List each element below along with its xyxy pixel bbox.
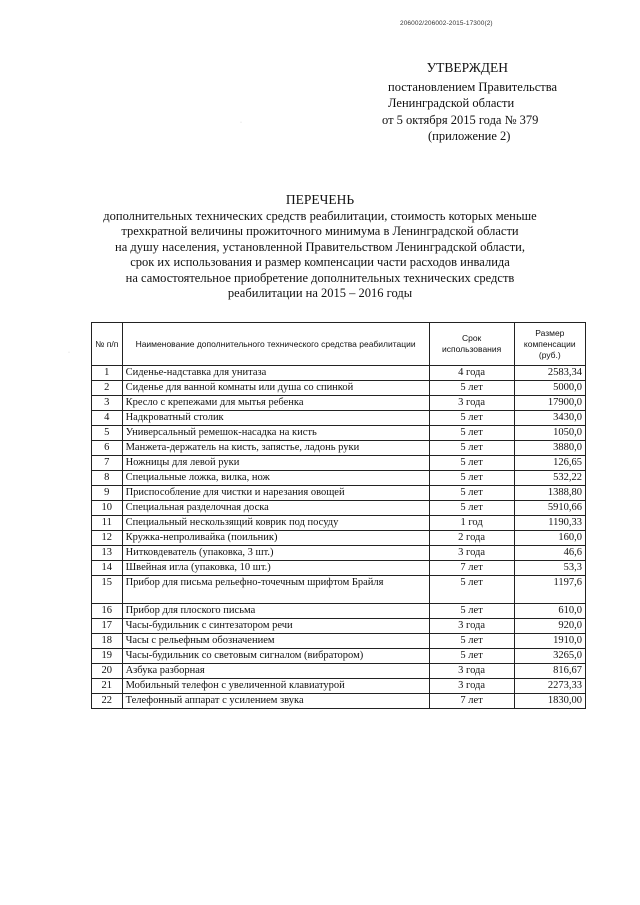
- heading-line: реабилитации на 2015 – 2016 годы: [227, 286, 413, 300]
- row-number: 6: [92, 441, 123, 456]
- table-row: [92, 471, 586, 486]
- row-number: 9: [92, 486, 123, 501]
- row-term: 2 года: [429, 531, 514, 546]
- row-term: 5 лет: [429, 486, 514, 501]
- row-name: Прибор для плоского письма: [122, 604, 429, 619]
- row-number: 7: [92, 456, 123, 471]
- row-name: Прибор для письма рельефно-точечным шрифтом Брайля: [122, 576, 429, 604]
- document-id: 206002/206002-2015-17300(2): [400, 20, 493, 27]
- row-amount: 532,22: [514, 471, 585, 486]
- row-name: Нитковдеватель (упаковка, 3 шт.): [122, 546, 429, 561]
- table-row: [92, 501, 586, 516]
- heading-line: срок их использования и размер компенсации части расходов инвалида: [130, 255, 510, 269]
- row-number: 22: [92, 694, 123, 709]
- row-amount: 46,6: [514, 546, 585, 561]
- row-number: 12: [92, 531, 123, 546]
- row-number: 14: [92, 561, 123, 576]
- table-row: [92, 694, 586, 709]
- table-row: [92, 649, 586, 664]
- row-name: Швейная игла (упаковка, 10 шт.): [122, 561, 429, 576]
- row-term: 3 года: [429, 679, 514, 694]
- table-row: [92, 396, 586, 411]
- row-name: Кресло с крепежами для мытья ребенка: [122, 396, 429, 411]
- approval-line-2: Ленинградской области: [388, 96, 515, 110]
- row-term: 5 лет: [429, 604, 514, 619]
- table-row: [92, 441, 586, 456]
- row-amount: 1388,80: [514, 486, 585, 501]
- table-row: [92, 604, 586, 619]
- row-term: 3 года: [429, 664, 514, 679]
- row-amount: 3430,0: [514, 411, 585, 426]
- approval-line-1: постановлением Правительства: [388, 79, 558, 94]
- row-name: Специальная разделочная доска: [122, 501, 429, 516]
- row-amount: 3880,0: [514, 441, 585, 456]
- row-name: Мобильный телефон с увеличенной клавиатурой: [122, 679, 429, 694]
- row-amount: 5910,66: [514, 501, 585, 516]
- row-number: 17: [92, 619, 123, 634]
- table-row: [92, 546, 586, 561]
- row-amount: 3265,0: [514, 649, 585, 664]
- table-row: [92, 634, 586, 649]
- scan-speck: ·: [240, 120, 242, 126]
- row-amount: 920,0: [514, 619, 585, 634]
- row-name: Универсальный ремешок-насадка на кисть: [122, 426, 429, 441]
- approval-block: [382, 60, 558, 145]
- row-amount: 126,65: [514, 456, 585, 471]
- row-term: 5 лет: [429, 411, 514, 426]
- list-title: ПЕРЕЧЕНЬ: [285, 192, 355, 207]
- row-name: Кружка-непроливайка (поильник): [122, 531, 429, 546]
- row-term: 5 лет: [429, 501, 514, 516]
- row-number: 10: [92, 501, 123, 516]
- table-row: [92, 411, 586, 426]
- row-term: 5 лет: [429, 456, 514, 471]
- row-name: Часы-будильник с синтезатором речи: [122, 619, 429, 634]
- table-row: [92, 516, 586, 531]
- row-amount: 17900,0: [514, 396, 585, 411]
- row-amount: 2583,34: [514, 366, 585, 381]
- table-row: [92, 486, 586, 501]
- row-amount: 53,3: [514, 561, 585, 576]
- row-amount: 1050,0: [514, 426, 585, 441]
- row-amount: 1910,0: [514, 634, 585, 649]
- row-term: 5 лет: [429, 426, 514, 441]
- row-amount: 610,0: [514, 604, 585, 619]
- row-number: 20: [92, 664, 123, 679]
- table-row: [92, 456, 586, 471]
- table-row: [92, 664, 586, 679]
- rehab-devices-table: [91, 322, 586, 709]
- row-term: 1 год: [429, 516, 514, 531]
- row-amount: 1830,00: [514, 694, 585, 709]
- row-term: 5 лет: [429, 634, 514, 649]
- row-term: 4 года: [429, 366, 514, 381]
- row-name: Сиденье для ванной комнаты или душа со спинкой: [122, 381, 429, 396]
- list-heading: [60, 192, 580, 302]
- row-name: Азбука разборная: [122, 664, 429, 679]
- row-number: 19: [92, 649, 123, 664]
- row-name: Надкроватный столик: [122, 411, 429, 426]
- row-number: 11: [92, 516, 123, 531]
- row-term: 7 лет: [429, 694, 514, 709]
- table-header-row: [92, 323, 586, 366]
- row-name: Телефонный аппарат с усилением звука: [122, 694, 429, 709]
- row-term: 5 лет: [429, 471, 514, 486]
- row-term: 3 года: [429, 546, 514, 561]
- heading-line: на самостоятельное приобретение дополнительных технических средств: [125, 270, 515, 285]
- row-number: 4: [92, 411, 123, 426]
- approval-title: УТВЕРЖДЕН: [426, 60, 508, 75]
- row-term: 5 лет: [429, 649, 514, 664]
- header-term: Срок использования: [429, 323, 514, 366]
- row-number: 15: [92, 576, 123, 604]
- row-amount: 2273,33: [514, 679, 585, 694]
- approval-line-3: от 5 октября 2015 года № 379: [382, 112, 539, 127]
- row-name: Специальные ложка, вилка, нож: [122, 471, 429, 486]
- row-term: 5 лет: [429, 381, 514, 396]
- table-row: [92, 679, 586, 694]
- header-num: № п/п: [92, 323, 123, 366]
- table-row: [92, 576, 586, 604]
- row-number: 21: [92, 679, 123, 694]
- row-name: Сиденье-надставка для унитаза: [122, 366, 429, 381]
- row-amount: 1197,6: [514, 576, 585, 604]
- row-name: Специальный нескользящий коврик под посуду: [122, 516, 429, 531]
- approval-line-4: (приложение 2): [428, 129, 511, 143]
- row-number: 5: [92, 426, 123, 441]
- heading-line: на душу населения, установленной Правительством Ленинградской области,: [115, 239, 525, 254]
- row-term: 5 лет: [429, 576, 514, 604]
- row-term: 5 лет: [429, 441, 514, 456]
- row-name: Часы-будильник со световым сигналом (вибратором): [122, 649, 429, 664]
- table-row: [92, 531, 586, 546]
- table-row: [92, 366, 586, 381]
- row-number: 18: [92, 634, 123, 649]
- row-amount: 816,67: [514, 664, 585, 679]
- row-name: Часы с рельефным обозначением: [122, 634, 429, 649]
- table-row: [92, 561, 586, 576]
- row-number: 13: [92, 546, 123, 561]
- row-name: Манжета-держатель на кисть, запястье, ладонь руки: [122, 441, 429, 456]
- table-row: [92, 619, 586, 634]
- row-number: 8: [92, 471, 123, 486]
- row-amount: 160,0: [514, 531, 585, 546]
- row-number: 16: [92, 604, 123, 619]
- row-term: 3 года: [429, 619, 514, 634]
- row-number: 1: [92, 366, 123, 381]
- row-amount: 1190,33: [514, 516, 585, 531]
- table-row: [92, 381, 586, 396]
- header-name: Наименование дополнительного технического средства реабилитации: [122, 323, 429, 366]
- table-row: [92, 426, 586, 441]
- scan-speck: ·: [68, 350, 70, 356]
- heading-line: дополнительных технических средств реабилитации, стоимость которых меньше: [103, 208, 537, 223]
- row-term: 3 года: [429, 396, 514, 411]
- row-name: Приспособление для чистки и нарезания овощей: [122, 486, 429, 501]
- heading-line: трехкратной величины прожиточного минимума в Ленинградской области: [121, 224, 519, 238]
- row-name: Ножницы для левой руки: [122, 456, 429, 471]
- row-number: 3: [92, 396, 123, 411]
- row-amount: 5000,0: [514, 381, 585, 396]
- row-number: 2: [92, 381, 123, 396]
- header-amount: Размер компенсации (руб.): [514, 323, 585, 366]
- row-term: 7 лет: [429, 561, 514, 576]
